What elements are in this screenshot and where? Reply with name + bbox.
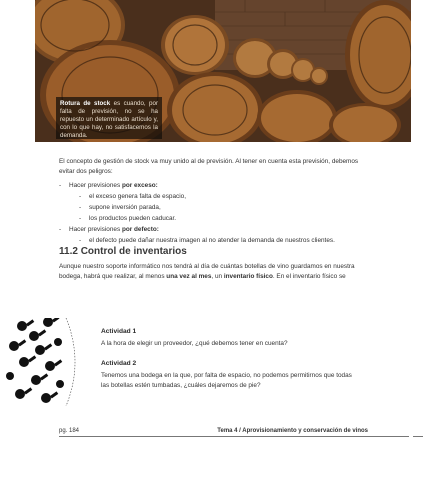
chapter-title: Tema 4 / Aprovisionamiento y conservación de vinos: [217, 428, 368, 434]
list-item: - el exceso genera falta de espacio,: [69, 191, 364, 202]
paragraph-emphasis: inventario físico: [223, 272, 273, 280]
activity-1-title: Actividad 1: [101, 328, 137, 335]
bullet-emphasis: por defecto:: [121, 226, 159, 233]
footer-divider-tick: [413, 436, 423, 437]
list-item: - el defecto puede dañar nuestra imagen al no atender la demanda de nuestros clientes.: [69, 235, 364, 246]
section-paragraph: [59, 262, 364, 281]
intro-paragraph: El concepto de gestión de stock va muy unido al de previsión. Al tener en cuenta esta previsión, debemos evitar dos peligros:: [59, 158, 359, 175]
activity-1-text: A la hora de elegir un proveedor, ¿qué debemos tener en cuenta?: [101, 340, 288, 347]
wine-barrels-photo: [35, 0, 411, 142]
activity-2-title: Actividad 2: [101, 360, 137, 367]
footer-divider: [59, 436, 409, 437]
risk-list: [59, 180, 364, 246]
bullet-label: Hacer previsiones: [69, 226, 122, 233]
photo-caption: [60, 100, 158, 140]
section-title: 11.2 Control de inventarios: [59, 246, 187, 257]
list-item: - los productos pueden caducar.: [69, 213, 364, 224]
caption-term: Rotura de stock: [60, 100, 111, 107]
bottle-pattern-decoration: [0, 318, 90, 406]
bullet-label: Hacer previsiones: [69, 182, 122, 189]
list-item: - supone inversión parada,: [69, 202, 364, 213]
list-item: [59, 224, 364, 246]
caption-box: [56, 97, 162, 139]
caption-definition: es cuando, por falta de previsión, no se ha repuesto un determinado artículo y, con lo que hay, no satisfacemos la demanda.: [60, 100, 159, 139]
paragraph-text: . En el inventario físico se: [272, 272, 346, 280]
paragraph-emphasis: una vez al mes: [166, 272, 212, 280]
bullet-emphasis: por exceso:: [121, 182, 158, 189]
list-item: [59, 180, 364, 224]
activity-2-text: Tenemos una bodega en la que, por falta de espacio, no podemos permitirnos que todas las botellas estén tumbadas, ¿cuáles dejaremos de pie?: [101, 372, 352, 389]
paragraph-text: , un: [211, 272, 224, 280]
page-number: pg. 184: [59, 428, 80, 434]
paragraph-text: Aunque nuestro soporte informático nos tendrá al día de cuántas botellas de vino guardamos en nuestra bodega, habrá que realizar, al menos: [59, 263, 355, 280]
